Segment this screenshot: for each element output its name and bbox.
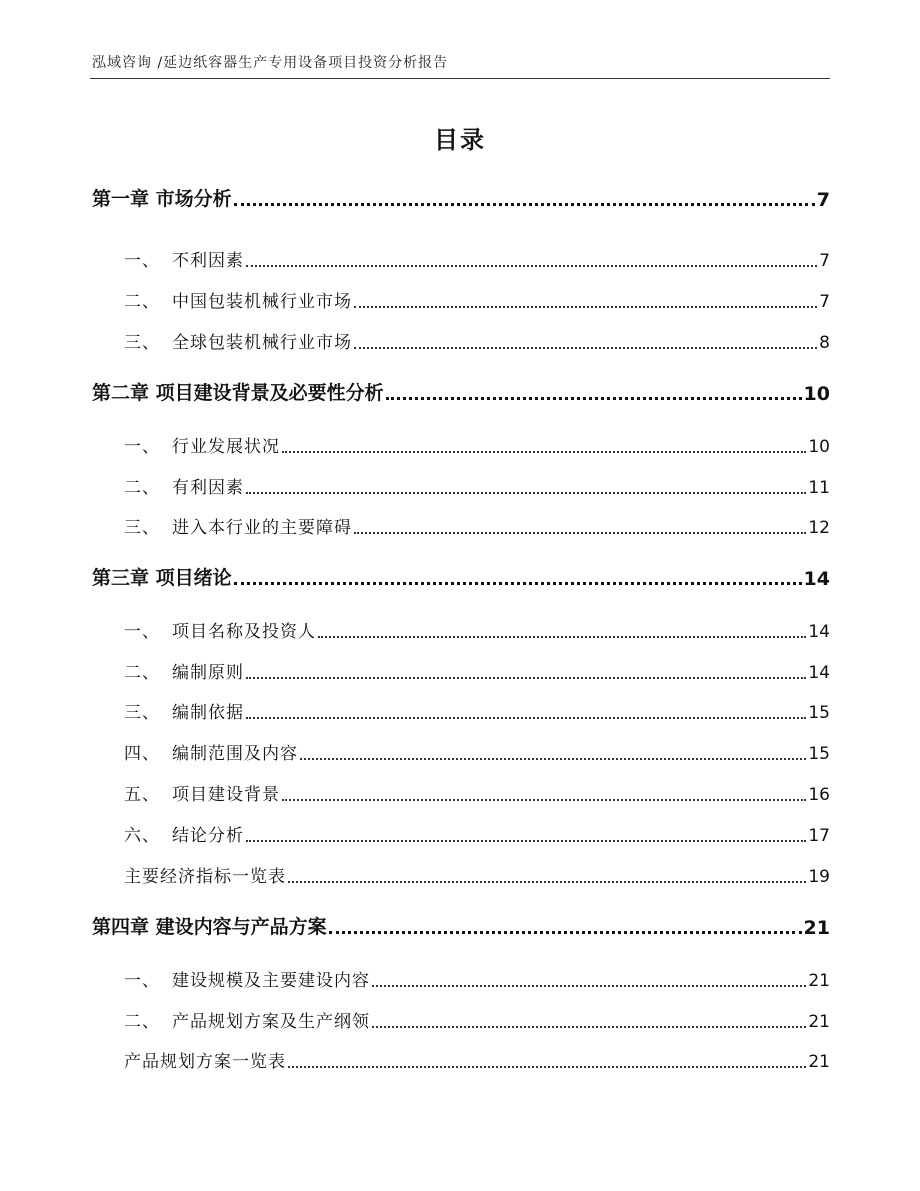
toc-table-entry[interactable]	[92, 862, 830, 887]
dot-leader	[246, 677, 806, 679]
toc-section[interactable]	[92, 966, 830, 991]
section-title: 编制依据	[172, 703, 244, 723]
section-number: 二、	[124, 292, 160, 312]
toc-page-number: 7	[816, 189, 830, 211]
toc-chapter-2[interactable]	[92, 378, 830, 405]
toc-entry-label	[124, 1007, 370, 1032]
dot-leader	[246, 492, 806, 494]
dot-leader	[234, 582, 802, 585]
section-number: 二、	[124, 478, 160, 498]
toc-page-number: 21	[803, 917, 830, 939]
dot-leader	[288, 1066, 806, 1068]
section-title: 有利因素	[172, 478, 244, 498]
toc-page-number: 16	[808, 785, 830, 805]
toc-entry-label	[124, 328, 352, 353]
dot-leader	[372, 1026, 806, 1028]
toc-page-number: 7	[819, 292, 830, 312]
toc-entry-label: 第三章 项目绪论	[92, 567, 232, 589]
dot-leader	[354, 347, 817, 349]
section-title: 不利因素	[172, 251, 244, 271]
section-number: 一、	[124, 622, 160, 642]
toc-section[interactable]	[92, 513, 830, 538]
dot-leader	[372, 985, 806, 987]
toc-page-number: 10	[808, 437, 830, 457]
toc-chapter-4[interactable]	[92, 912, 830, 939]
toc-entry-label	[124, 780, 280, 805]
toc-page-number: 8	[819, 333, 830, 353]
toc-page-number: 10	[803, 383, 830, 405]
toc-page-number: 7	[819, 251, 830, 271]
section-number: 三、	[124, 703, 160, 723]
dot-leader	[300, 758, 806, 760]
toc-section[interactable]	[92, 246, 830, 271]
toc-section[interactable]	[92, 658, 830, 683]
dot-leader	[318, 636, 806, 638]
toc-section[interactable]	[92, 780, 830, 805]
toc-section[interactable]	[92, 432, 830, 457]
toc-entry-label	[124, 473, 244, 498]
dot-leader	[246, 265, 817, 267]
toc-page-number: 14	[808, 663, 830, 683]
toc-section[interactable]	[92, 1007, 830, 1032]
toc-table-entry[interactable]	[92, 1047, 830, 1072]
dot-leader	[329, 931, 802, 934]
toc-entry-label	[124, 432, 280, 457]
section-title: 建设规模及主要建设内容	[172, 971, 370, 991]
toc-section[interactable]	[92, 617, 830, 642]
dot-leader	[386, 397, 802, 400]
dot-leader	[288, 881, 806, 883]
section-number: 六、	[124, 826, 160, 846]
section-title: 产品规划方案及生产纲领	[172, 1012, 370, 1032]
dot-leader	[354, 306, 817, 308]
toc-entry-label	[124, 287, 352, 312]
section-number: 五、	[124, 785, 160, 805]
toc-page-number: 14	[803, 568, 830, 590]
toc-page-number: 12	[808, 518, 830, 538]
dot-leader	[246, 840, 806, 842]
toc-title: 目录	[434, 126, 486, 154]
dot-leader	[282, 451, 806, 453]
header-divider	[90, 78, 830, 79]
toc-entry-label	[124, 513, 352, 538]
toc-chapter-3[interactable]	[92, 563, 830, 590]
toc-section[interactable]	[92, 328, 830, 353]
section-title: 项目建设背景	[172, 785, 280, 805]
section-number: 二、	[124, 1012, 160, 1032]
section-title: 行业发展状况	[172, 437, 280, 457]
dot-leader	[354, 532, 806, 534]
toc-page-number: 21	[808, 1012, 830, 1032]
toc-entry-label: 第四章 建设内容与产品方案	[92, 916, 327, 938]
section-title: 中国包装机械行业市场	[172, 292, 352, 312]
section-title: 编制范围及内容	[172, 744, 298, 764]
toc-page-number: 19	[808, 867, 830, 887]
section-title: 全球包装机械行业市场	[172, 333, 352, 353]
toc-entry-label: 产品规划方案一览表	[124, 1052, 286, 1072]
section-number: 一、	[124, 971, 160, 991]
section-number: 一、	[124, 251, 160, 271]
section-title: 编制原则	[172, 663, 244, 683]
toc-chapter-1[interactable]	[92, 184, 830, 211]
section-number: 三、	[124, 518, 160, 538]
section-title: 项目名称及投资人	[172, 622, 316, 642]
dot-leader	[246, 717, 806, 719]
toc-entry-label: 主要经济指标一览表	[124, 867, 286, 887]
section-number: 一、	[124, 437, 160, 457]
toc-section[interactable]	[92, 821, 830, 846]
toc-section[interactable]	[92, 287, 830, 312]
section-title: 进入本行业的主要障碍	[172, 518, 352, 538]
toc-entry-label	[124, 966, 370, 991]
toc-page-number: 15	[808, 703, 830, 723]
toc-entry-label: 第一章 市场分析	[92, 188, 232, 210]
toc-section[interactable]	[92, 473, 830, 498]
toc-page-number: 15	[808, 744, 830, 764]
toc-page-number: 11	[808, 478, 830, 498]
toc-page-number: 14	[808, 622, 830, 642]
toc-entry-label	[124, 698, 244, 723]
toc-page-number: 21	[808, 1052, 830, 1072]
dot-leader	[234, 203, 815, 206]
toc-entry-label	[124, 617, 316, 642]
toc-section[interactable]	[92, 739, 830, 764]
section-title: 结论分析	[172, 826, 244, 846]
toc-entry-label	[124, 658, 244, 683]
section-number: 三、	[124, 333, 160, 353]
toc-entry-label	[124, 246, 244, 271]
toc-entry-label	[124, 821, 244, 846]
toc-page-number: 17	[808, 826, 830, 846]
toc-entry-label: 第二章 项目建设背景及必要性分析	[92, 382, 384, 404]
toc-section[interactable]	[92, 698, 830, 723]
section-number: 四、	[124, 744, 160, 764]
running-header: 泓域咨询 /延边纸容器生产专用设备项目投资分析报告	[92, 55, 449, 71]
toc-entry-label	[124, 739, 298, 764]
dot-leader	[282, 799, 806, 801]
toc-page-number: 21	[808, 971, 830, 991]
section-number: 二、	[124, 663, 160, 683]
